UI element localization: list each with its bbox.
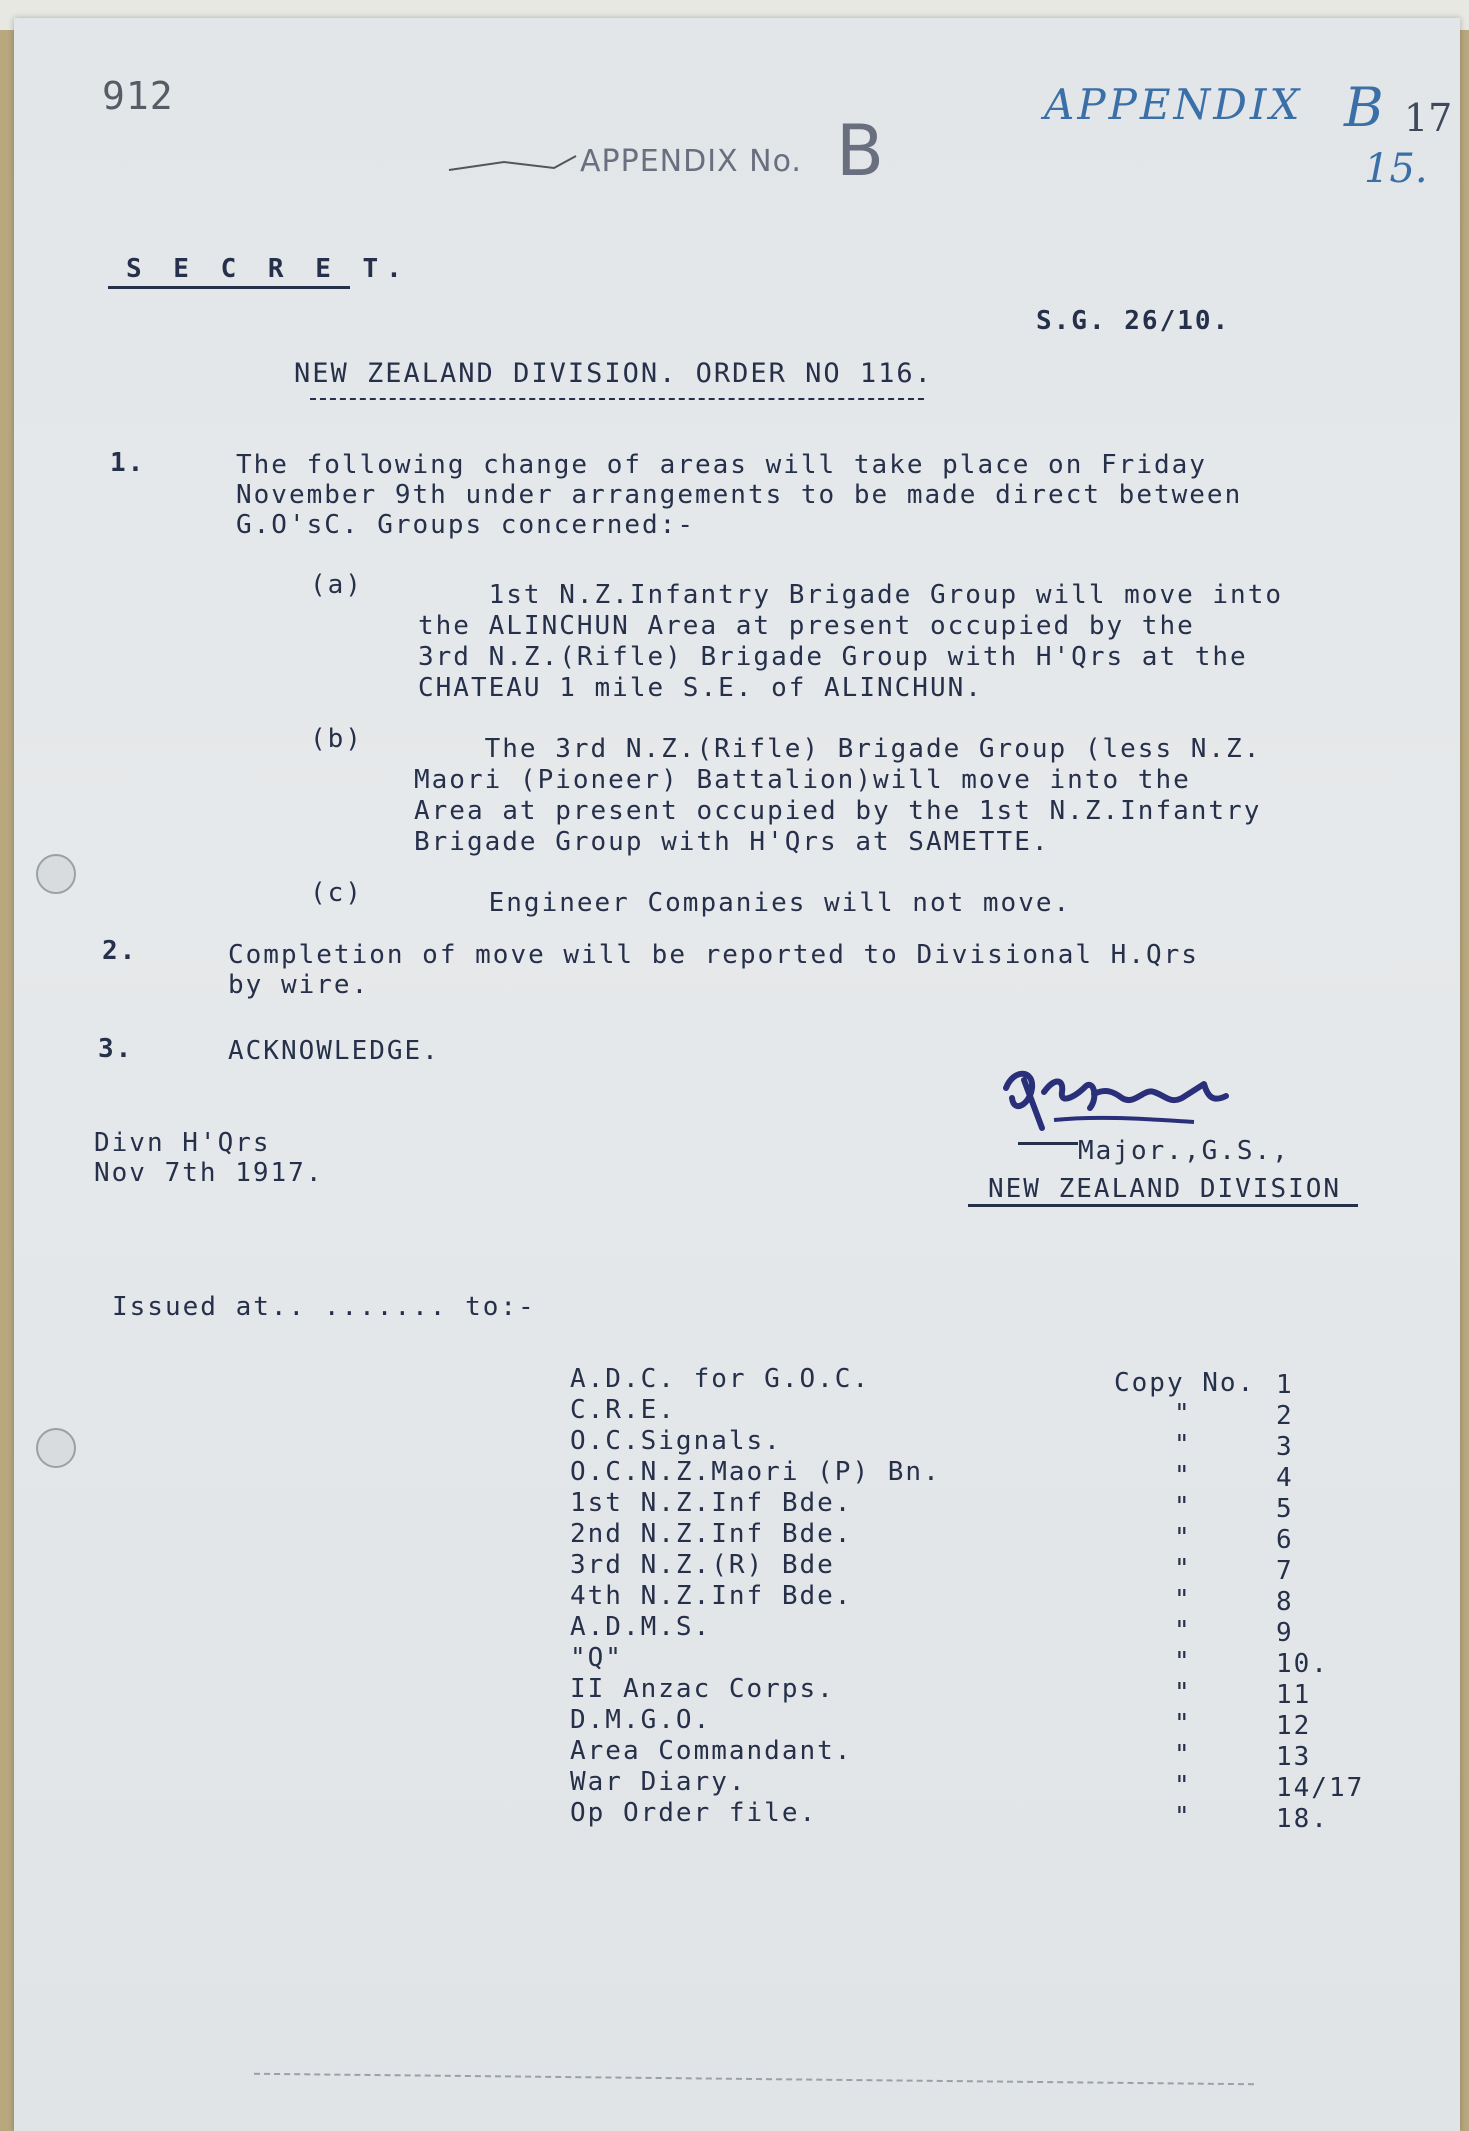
sub-a-label: (a) xyxy=(310,570,363,600)
appendix-stamp-letter: B xyxy=(836,110,885,192)
para2-line: Completion of move will be reported to Divisional H.Qrs xyxy=(228,940,1199,970)
distribution-copy-number: 6 xyxy=(1276,1525,1294,1555)
punch-hole xyxy=(36,854,76,894)
page-number: 17 xyxy=(1404,96,1453,140)
distribution-copy-label: " xyxy=(1174,1740,1192,1770)
distribution-copy-label: " xyxy=(1174,1709,1192,1739)
para1-line: The following change of areas will take place on Friday xyxy=(236,450,1207,480)
para3-number: 3. xyxy=(98,1034,134,1064)
distribution-copy-number: 11 xyxy=(1276,1680,1312,1710)
classification: S E C R E T. xyxy=(126,254,410,284)
distribution-recipient: 1st N.Z.Inf Bde. xyxy=(570,1488,853,1518)
classification-underline xyxy=(108,286,350,289)
distribution-recipient: A.D.C. for G.O.C. xyxy=(570,1364,871,1394)
sub-a-line: 1st N.Z.Infantry Brigade Group will move into xyxy=(418,580,1284,610)
sub-a-line: CHATEAU 1 mile S.E. of ALINCHUN. xyxy=(418,673,983,703)
distribution-recipient: II Anzac Corps. xyxy=(570,1674,835,1704)
distribution-recipient: C.R.E. xyxy=(570,1395,676,1425)
para1-line: G.O'sC. Groups concerned:- xyxy=(236,510,695,540)
distribution-copy-number: 1 xyxy=(1276,1370,1294,1400)
distribution-copy-number: 3 xyxy=(1276,1432,1294,1462)
distribution-recipient: Op Order file. xyxy=(570,1798,818,1828)
distribution-copy-number: 5 xyxy=(1276,1494,1294,1524)
distribution-copy-number: 10. xyxy=(1276,1649,1329,1679)
title-underline xyxy=(310,398,924,400)
sub-a-body xyxy=(418,580,1283,704)
distribution-copy-label: " xyxy=(1174,1523,1192,1553)
distribution-copy-label: " xyxy=(1174,1461,1192,1491)
distribution-copy-number: 13 xyxy=(1276,1742,1312,1772)
stamp-dash xyxy=(444,138,584,178)
sub-c-line: Engineer Companies will not move. xyxy=(418,888,1072,918)
distribution-copy-label: " xyxy=(1174,1430,1192,1460)
distribution-copy-label: " xyxy=(1174,1802,1192,1832)
signature-unit: NEW ZEALAND DIVISION xyxy=(988,1174,1342,1204)
sub-c-label: (c) xyxy=(310,878,363,908)
appendix-sub-number: 15. xyxy=(1364,146,1428,192)
order-title: NEW ZEALAND DIVISION. ORDER NO 116. xyxy=(294,358,933,389)
distribution-copy-number: 8 xyxy=(1276,1587,1294,1617)
distribution-copy-number: 9 xyxy=(1276,1618,1294,1648)
distribution-copy-number: 4 xyxy=(1276,1463,1294,1493)
appendix-handwritten-label: APPENDIX xyxy=(1044,80,1303,129)
sub-b-label: (b) xyxy=(310,724,363,754)
unit-underline xyxy=(968,1204,1358,1207)
para2-line: by wire. xyxy=(228,970,370,1000)
distribution-copy-label: " xyxy=(1174,1585,1192,1615)
appendix-stamp-label: APPENDIX No. xyxy=(580,144,802,179)
para1-number: 1. xyxy=(110,448,146,478)
para1-body xyxy=(236,450,1242,540)
origin-date: Nov 7th 1917. xyxy=(94,1158,324,1188)
distribution-recipient: O.C.Signals. xyxy=(570,1426,782,1456)
distribution-recipient: O.C.N.Z.Maori (P) Bn. xyxy=(570,1457,941,1487)
para2-number: 2. xyxy=(102,936,138,966)
distribution-recipient: D.M.G.O. xyxy=(570,1705,712,1735)
distribution-recipient: Area Commandant. xyxy=(570,1736,853,1766)
distribution-copy-label: " xyxy=(1174,1492,1192,1522)
appendix-handwritten-letter: B xyxy=(1344,76,1384,139)
signature-rank: Major.,G.S., xyxy=(1078,1136,1290,1166)
distribution-recipient: A.D.M.S. xyxy=(570,1612,712,1642)
distribution-recipient: 4th N.Z.Inf Bde. xyxy=(570,1581,853,1611)
distribution-copy-label: " xyxy=(1174,1616,1192,1646)
signature-scrawl xyxy=(994,1058,1254,1148)
distribution-copy-number: 18. xyxy=(1276,1804,1329,1834)
sub-b-line: Area at present occupied by the 1st N.Z.Infantry xyxy=(414,796,1262,826)
para1-line: November 9th under arrangements to be made direct between xyxy=(236,480,1243,510)
sub-b-line: Maori (Pioneer) Battalion)will move into the xyxy=(414,765,1191,795)
distribution-recipient: War Diary. xyxy=(570,1767,747,1797)
sub-b-line: The 3rd N.Z.(Rifle) Brigade Group (less N.Z. xyxy=(414,734,1262,764)
sub-a-line: the ALINCHUN Area at present occupied by the xyxy=(418,611,1195,641)
distribution-recipient: "Q" xyxy=(570,1643,623,1673)
distribution-copy-label: " xyxy=(1174,1678,1192,1708)
para2-body xyxy=(228,940,1199,1000)
distribution-copy-number: 12 xyxy=(1276,1711,1312,1741)
sub-a-line: 3rd N.Z.(Rifle) Brigade Group with H'Qrs at the xyxy=(418,642,1248,672)
sub-b-body xyxy=(414,734,1261,858)
issued-line: Issued at.. ....... to:- xyxy=(112,1292,536,1322)
distribution-copy-number: 14/17 xyxy=(1276,1773,1365,1803)
distribution-copy-label: Copy No. xyxy=(1114,1368,1256,1398)
distribution-copy-number: 7 xyxy=(1276,1556,1294,1586)
distribution-recipient: 3rd N.Z.(R) Bde xyxy=(570,1550,835,1580)
distribution-copy-number: 2 xyxy=(1276,1401,1294,1431)
distribution-copy-label: " xyxy=(1174,1399,1192,1429)
bottom-dash-line xyxy=(254,2073,1254,2085)
distribution-copy-label: " xyxy=(1174,1771,1192,1801)
distribution-recipient: 2nd N.Z.Inf Bde. xyxy=(570,1519,853,1549)
distribution-copy-label: " xyxy=(1174,1554,1192,1584)
reference: S.G. 26/10. xyxy=(1036,306,1231,336)
document-sheet xyxy=(14,18,1460,2131)
sub-b-line: Brigade Group with H'Qrs at SAMETTE. xyxy=(414,827,1050,857)
para3-line: ACKNOWLEDGE. xyxy=(228,1036,440,1066)
file-number: 912 xyxy=(102,74,174,118)
distribution-copy-label: " xyxy=(1174,1647,1192,1677)
origin-hq: Divn H'Qrs xyxy=(94,1128,271,1158)
rank-dash xyxy=(1018,1142,1078,1145)
punch-hole xyxy=(36,1428,76,1468)
